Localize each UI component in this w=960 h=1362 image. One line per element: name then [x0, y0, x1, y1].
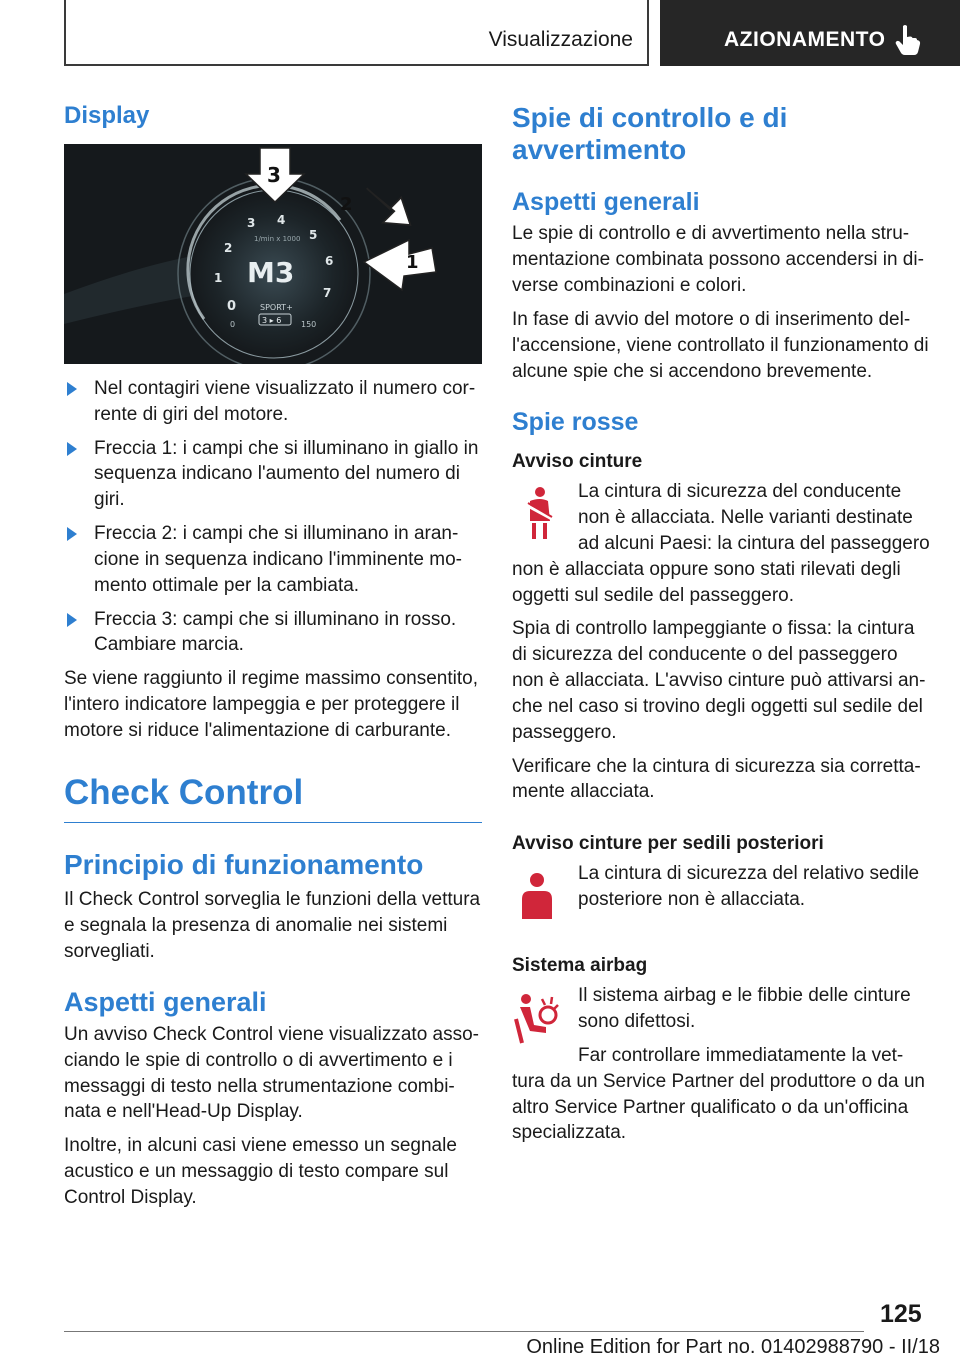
header-section-title: Visualizzazione	[488, 28, 633, 51]
arrow-3-label: 3	[267, 163, 281, 187]
cluster-tick-6: 6	[325, 254, 334, 268]
page-header	[0, 0, 960, 66]
principio-heading: Principio di funzionamento	[64, 849, 424, 881]
bullet-triangle-icon	[67, 527, 77, 541]
display-heading: Display	[64, 102, 150, 129]
cluster-tick-7: 7	[323, 286, 332, 300]
cluster-gear: 3 ▸ 6	[262, 316, 282, 325]
cinture-paragraph-2: Spia di controllo lampeggiante o fissa: la cintura di sicurezza del conducente o del passeggero non è allacciata. L'avviso cinture può attivarsi an‐che nel caso si trovino degli oggetti sul sedile del passeggero.	[512, 618, 926, 743]
seatbelt-warning-icon	[512, 485, 562, 541]
airbag-text-line-1: Il sistema airbag e le fibbie delle cinture	[578, 985, 911, 1007]
cinture-paragraph-3: Verificare che la cintura di sicurezza sia corretta‐mente allacciata.	[512, 755, 921, 803]
bullet-triangle-icon	[67, 442, 77, 456]
spie-rosse-heading: Spie rosse	[512, 408, 639, 437]
aspetti-generali-heading: Aspetti generali	[64, 986, 267, 1017]
cluster-tick-4: 4	[277, 213, 286, 227]
spie-heading: Spie di controllo e di avvertimento	[512, 102, 788, 166]
right-aspetti-paragraph-2: In fase di avvio del motore o di inserimento del‐l'accensione, viene controllato il funzionamento di alcune spie che si accendono brevemente.	[512, 308, 929, 382]
cinture-text-line-3: ad alcuni Paesi: la cintura del passeggero	[578, 533, 930, 554]
cluster-mode: SPORT+	[260, 303, 293, 312]
avviso-posteriori-heading: Avviso cinture per sedili posteriori	[512, 833, 824, 855]
bullet-text: Freccia 2: i campi che si illuminano in aran‐cione in sequenza indicano l'imminente mo‐mento ottimale per la cambiata.	[94, 523, 462, 596]
airbag-heading: Sistema airbag	[512, 955, 648, 977]
aspetti-paragraph-1: Un avviso Check Control viene visualizzato asso‐ciando le spie di controllo o di avvertimento e i messaggi di testo nella strumentazione combi‐nata e nell'Head-Up Display.	[64, 1023, 480, 1123]
cluster-speed-max: 150	[301, 320, 317, 329]
posteriori-text-line-1: La cintura di sicurezza del relativo sedile	[578, 863, 920, 885]
rpm-limit-paragraph: Se viene raggiunto il regime massimo consentito, l'intero indicatore lampeggia e per proteggere il motore si riduce l'alimentazione di carburante.	[64, 668, 478, 741]
left-column	[64, 98, 482, 1219]
bullet-triangle-icon	[67, 382, 77, 396]
aspetti-paragraph-2: Inoltre, in alcuni casi viene emesso un segnale acustico e un messaggio di testo compare sul Control Display.	[64, 1135, 457, 1208]
airbag-warning-icon	[512, 991, 562, 1047]
seatbelt-warning-block	[512, 479, 930, 608]
footer-divider	[64, 1331, 864, 1332]
rear-seatbelt-warning-block	[512, 861, 930, 927]
page-number: 125	[880, 1300, 922, 1328]
header-section-box	[64, 0, 649, 66]
bullet-triangle-icon	[67, 613, 77, 627]
list-item	[64, 436, 482, 513]
arrow-2-label: 2	[340, 194, 353, 215]
right-column	[512, 98, 930, 1154]
instrument-cluster-image	[64, 144, 482, 364]
list-item	[64, 521, 482, 598]
cinture-text-rest: non è allacciata oppure sono stati rilevati degli oggetti sul sedile del passeggero.	[512, 558, 901, 606]
airbag-text-line-2: sono difettosi.	[578, 1011, 696, 1033]
airbag-text-rest: tura da un Service Partner del produttore o da un altro Service Partner qualificato o da un'officina specializzata.	[512, 1070, 925, 1144]
cluster-speed-min: 0	[230, 320, 236, 329]
display-bullet-list	[64, 376, 482, 658]
cluster-tick-3: 3	[247, 216, 256, 230]
cluster-logo: M3	[247, 256, 295, 289]
pointing-hand-icon	[894, 24, 922, 56]
principio-paragraph: Il Check Control sorveglia le funzioni della vettura e segnala la presenza di anomalie nei sistemi sorvegliati.	[64, 889, 481, 963]
bullet-text: Freccia 1: i campi che si illuminano in giallo in sequenza indicano l'aumento del numero di giri.	[94, 437, 479, 511]
rear-seatbelt-warning-icon	[512, 869, 562, 925]
avviso-cinture-heading: Avviso cinture	[512, 451, 643, 473]
cinture-text-line-2: non è allacciata. Nelle varianti destinate	[578, 507, 913, 529]
footer-edition: Online Edition for Part no. 01402988790 - II/18	[526, 1336, 940, 1358]
cluster-tick-1: 1	[214, 271, 223, 285]
cluster-rpm-label: 1/min x 1000	[254, 235, 301, 243]
right-aspetti-heading: Aspetti generali	[512, 188, 700, 217]
posteriori-text-line-2: posteriore non è allacciata.	[578, 889, 806, 911]
header-chapter-title: AZIONAMENTO	[724, 28, 886, 51]
right-aspetti-paragraph-1: Le spie di controllo e di avvertimento nella stru‐mentazione combinata possono accendersi in di‐verse combinazioni e colori.	[512, 223, 924, 297]
list-item	[64, 607, 482, 659]
check-control-heading: Check Control	[64, 774, 482, 824]
airbag-warning-block	[512, 983, 930, 1146]
cluster-tick-2: 2	[224, 241, 233, 255]
header-chapter-tab	[660, 0, 960, 66]
cluster-tick-5: 5	[309, 228, 318, 242]
cinture-text-line-1: La cintura di sicurezza del conducente	[578, 481, 902, 503]
arrow-1-label: 1	[406, 252, 419, 273]
list-item	[64, 376, 482, 428]
bullet-text: Freccia 3: campi che si illuminano in rosso. Cambiare marcia.	[94, 608, 457, 656]
airbag-text-line-3: Far controllare immediatamente la vet‐	[578, 1044, 904, 1066]
cluster-tick-0: 0	[227, 299, 237, 314]
bullet-text: Nel contagiri viene visualizzato il numero cor‐rente di giri del motore.	[94, 378, 476, 425]
